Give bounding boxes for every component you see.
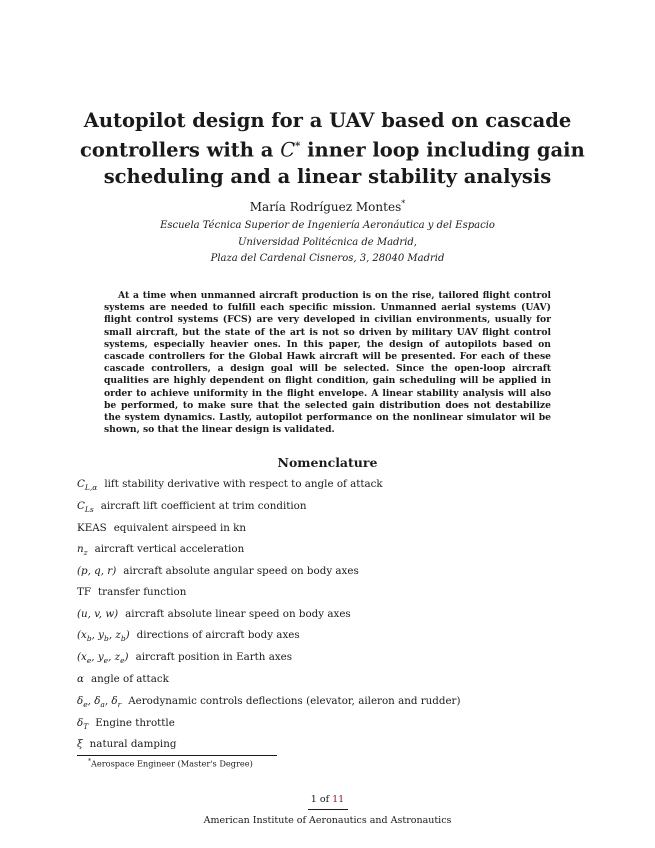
nomenclature-symbol: ξ [77, 738, 83, 750]
nomenclature-item [77, 586, 186, 598]
nomenclature-definition: angle of attack [90, 673, 169, 685]
nomenclature-definition: aircraft absolute linear speed on body axes [125, 608, 351, 620]
affiliation [0, 218, 655, 268]
nomenclature-symbol: $\delta_e$, $\delta_a$, $\delta_r$ [77, 695, 122, 710]
nomenclature-item [77, 478, 383, 492]
affiliation-line-1: Escuela Técnica Superior de Ingeniería Aeronáutica y del Espacio [160, 220, 495, 231]
nomenclature-item [77, 500, 307, 514]
title-line-3: scheduling and a linear stability analysis [103, 164, 552, 188]
author [0, 199, 655, 214]
nomenclature-symbol: (p, q, r) [77, 565, 117, 577]
page-number [0, 794, 655, 805]
footnote [88, 758, 253, 769]
footnote-rule [77, 755, 277, 756]
title-c-star-superscript: * [295, 141, 301, 152]
nomenclature-item [77, 738, 176, 750]
footnote-mark: * [88, 758, 91, 765]
page-of-label: of [319, 794, 330, 805]
title-line-2 [80, 134, 585, 164]
nomenclature-symbol: TF [77, 586, 92, 598]
page-current: 1 [310, 794, 317, 805]
nomenclature-symbol: $C_{Ls}$ [77, 500, 94, 515]
page-total-link[interactable]: 11 [332, 794, 345, 805]
nomenclature-definition: Engine throttle [95, 717, 175, 729]
nomenclature-item [77, 629, 300, 643]
nomenclature-definition: equivalent airspeed in kn [113, 522, 247, 534]
affiliation-line-2: Universidad Politécnica de Madrid, [237, 236, 417, 248]
nomenclature-item [77, 717, 175, 731]
nomenclature-symbol: $C_{L,\alpha}$ [77, 478, 98, 493]
abstract: At a time when unmanned aircraft production is on the rise, tailored flight control systems are needed to fulfill each specific mission. Unmanned aerial systems (UAV) flight control systems (FCS) are very developed in civilian environments, usually for small aircraft, but the state of the art is not so driven by military UAV flight control systems, especially heavier ones. In this paper, the design of autopilots based on cascade controllers for the Global Hawk aircraft will be presented. For each of these cascade controllers, a design goal will be selected. Since the open-loop aircraft qualities are highly dependent on flight condition, gain scheduling will be applied in order to achieve uniformity in the flight envelope. A linear stability analysis will also be performed, to make sure that the selected gain distribution does not destabilize the system dynamics. Lastly, autopilot performance on the nonlinear simulator wil be shown, so that the linear design is validated. [104, 290, 551, 436]
nomenclature-item [77, 651, 292, 665]
nomenclature-symbol: ($x_e$, $y_e$, $z_e$) [77, 651, 129, 666]
nomenclature-symbol: (u, v, w) [77, 608, 119, 620]
nomenclature-definition: natural damping [89, 738, 177, 750]
nomenclature-item [77, 565, 359, 577]
nomenclature-symbol: KEAS [77, 522, 107, 534]
nomenclature-item [77, 543, 244, 557]
nomenclature-definition: aircraft lift coefficient at trim condition [100, 500, 307, 512]
author-footnote-mark: * [401, 199, 406, 208]
nomenclature-symbol: $\delta_T$ [77, 717, 89, 732]
affiliation-line-3: Plaza del Cardenal Cisneros, 3, 28040 Madrid [210, 253, 445, 264]
page-number-rule [308, 809, 348, 810]
nomenclature-definition: Aerodynamic controls deflections (elevator, aileron and rudder) [128, 695, 461, 707]
nomenclature-item [77, 673, 169, 685]
nomenclature-heading: Nomenclature [277, 455, 378, 470]
nomenclature-item [77, 522, 246, 534]
nomenclature-definition: aircraft absolute angular speed on body axes [123, 565, 359, 577]
title-line-1: Autopilot design for a UAV based on cascade [83, 109, 572, 132]
nomenclature-item [77, 695, 460, 709]
nomenclature-definition: transfer function [98, 586, 187, 598]
nomenclature-definition: aircraft vertical acceleration [94, 543, 245, 555]
author-name: María Rodríguez Montes [249, 200, 402, 214]
organization-footer: American Institute of Aeronautics and Astronautics [203, 815, 452, 826]
nomenclature-symbol: α [77, 673, 84, 685]
nomenclature-definition: aircraft position in Earth axes [135, 651, 293, 663]
title-c-star-symbol: C [280, 138, 296, 162]
nomenclature-definition: directions of aircraft body axes [136, 629, 300, 641]
paper-title [80, 108, 585, 190]
title-line-2-pre: controllers with a [80, 138, 281, 162]
footnote-text: Aerospace Engineer (Master's Degree) [91, 758, 253, 769]
nomenclature-symbol: ($x_b$, $y_b$, $z_b$) [77, 629, 130, 644]
nomenclature-item [77, 608, 351, 620]
title-line-2-post: inner loop including gain [300, 138, 585, 162]
nomenclature-definition: lift stability derivative with respect to angle of attack [104, 478, 383, 490]
nomenclature-symbol: $n_z$ [77, 543, 88, 558]
